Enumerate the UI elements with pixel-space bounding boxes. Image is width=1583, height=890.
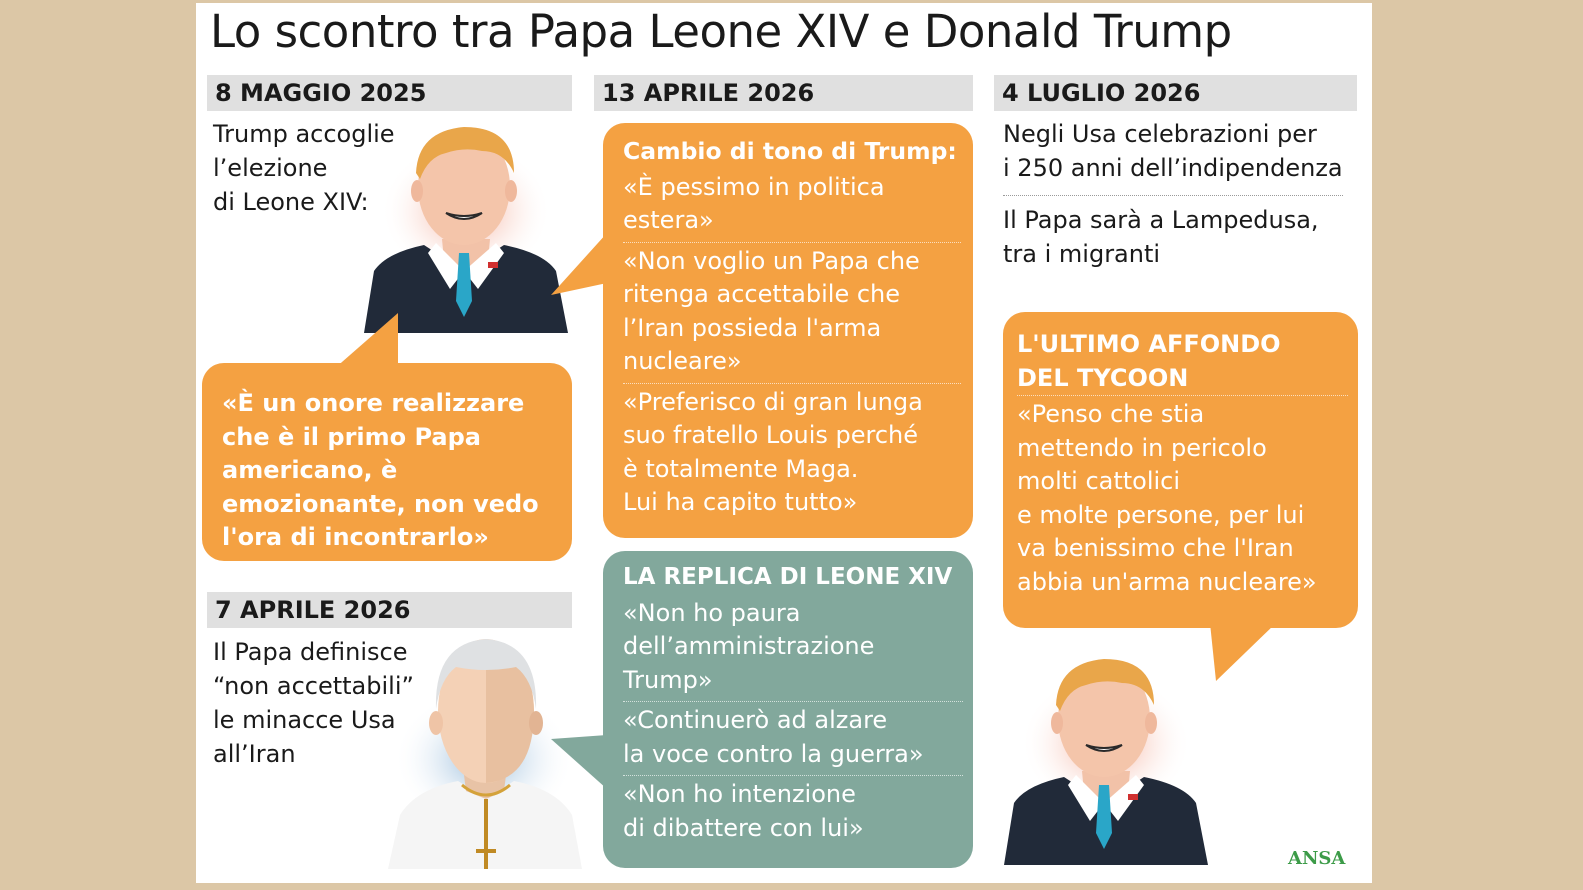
quote-block	[623, 701, 963, 775]
quote-block	[623, 383, 961, 524]
date-header-8-maggio-2025: 8 MAGGIO 2025	[207, 75, 572, 111]
quote-line: l’Iran possieda l'arma	[623, 313, 882, 342]
trump-illustration-icon	[1004, 653, 1214, 868]
quote-block	[623, 242, 961, 383]
bubble-pointer-icon	[551, 735, 611, 795]
trump-illustration-icon	[364, 121, 574, 336]
bubble-pointer-icon	[326, 313, 406, 373]
quote-line: «Continuerò ad alzare	[623, 706, 888, 734]
bubble-pointer-icon	[551, 233, 611, 303]
pope-lampedusa-text	[1003, 203, 1358, 271]
quote-line: l'ora di incontrarlo»	[222, 523, 489, 551]
bubble-heading: DEL TYCOON	[1017, 363, 1189, 392]
pope-statement-text	[213, 635, 414, 771]
bubble-heading: Cambio di tono di Trump:	[623, 137, 957, 165]
quote-line: «Non voglio un Papa che	[623, 246, 920, 275]
trump-change-of-tone-bubble	[603, 123, 973, 538]
text-line: all’Iran	[213, 740, 296, 768]
date-header-7-aprile-2026: 7 APRILE 2026	[207, 592, 572, 628]
quote-line: «Penso che stia	[1017, 400, 1205, 428]
quote-block	[623, 169, 961, 242]
text-line: Trump accoglie	[213, 120, 395, 148]
page-title: Lo scontro tra Papa Leone XIV e Donald Trump	[210, 5, 1232, 58]
quote-line: nucleare»	[623, 347, 742, 375]
quote-line: ritenga accettabile che	[623, 280, 901, 308]
celebration-text	[1003, 117, 1358, 185]
quote-line: va benissimo che l'Iran	[1017, 534, 1294, 562]
quote-line: «Non ho paura	[623, 598, 801, 627]
text-line: l’elezione	[213, 154, 328, 182]
date-header-4-luglio-2026: 4 LUGLIO 2026	[994, 75, 1357, 111]
quote-line: dell’amministrazione	[623, 632, 875, 660]
quote-line: abbia un'arma nucleare»	[1017, 567, 1317, 596]
text-line: Il Papa sarà a Lampedusa,	[1003, 206, 1319, 234]
text-line: le minacce Usa	[213, 706, 396, 734]
quote-line: suo fratello Louis perché	[623, 421, 919, 449]
text-line: di Leone XIV:	[213, 188, 369, 216]
quote-block	[623, 775, 963, 849]
quote-line: americano, è	[222, 456, 398, 484]
bubble-heading: L'ULTIMO AFFONDO	[1017, 330, 1281, 358]
trump-quote-bubble	[202, 363, 572, 561]
text-line: Il Papa definisce	[213, 638, 408, 666]
quote-line: di dibattere con lui»	[623, 813, 864, 842]
last-thrust-bubble	[1003, 312, 1358, 628]
text-line: “non accettabili”	[213, 672, 414, 700]
quote-line: e molte persone, per lui	[1017, 500, 1305, 529]
quote-line: è totalmente Maga.	[623, 454, 859, 483]
infographic	[196, 3, 1372, 883]
quote-line: estera»	[623, 206, 714, 234]
text-line: i 250 anni dell’indipendenza	[1003, 154, 1343, 182]
bubble-heading: LA REPLICA DI LEONE XIV	[623, 564, 953, 590]
bubble-pointer-icon	[1206, 623, 1286, 685]
quote-line: «È un onore realizzare	[222, 389, 525, 417]
pope-reply-bubble	[603, 551, 973, 868]
text-line: tra i migranti	[1003, 240, 1161, 268]
quote-line: «È pessimo in politica	[623, 172, 885, 201]
ansa-credit: ANSA	[1288, 848, 1346, 869]
quote-line: Trump»	[623, 665, 713, 694]
quote-line: che è il primo Papa	[222, 422, 481, 451]
quote-line: mettendo in pericolo	[1017, 433, 1267, 462]
text-line: Negli Usa celebrazioni per	[1003, 120, 1317, 148]
divider	[1003, 195, 1343, 196]
quote-line: «Preferisco di gran lunga	[623, 387, 923, 416]
quote-line: Lui ha capito tutto»	[623, 488, 858, 516]
quote-line: la voce contro la guerra»	[623, 739, 924, 768]
quote-line: «Non ho intenzione	[623, 780, 856, 808]
quote-block	[623, 595, 963, 702]
quote-block	[1017, 395, 1348, 603]
quote-line: molti cattolici	[1017, 467, 1181, 495]
quote-line: emozionante, non vedo	[222, 489, 539, 518]
date-header-13-aprile-2026: 13 APRILE 2026	[594, 75, 973, 111]
